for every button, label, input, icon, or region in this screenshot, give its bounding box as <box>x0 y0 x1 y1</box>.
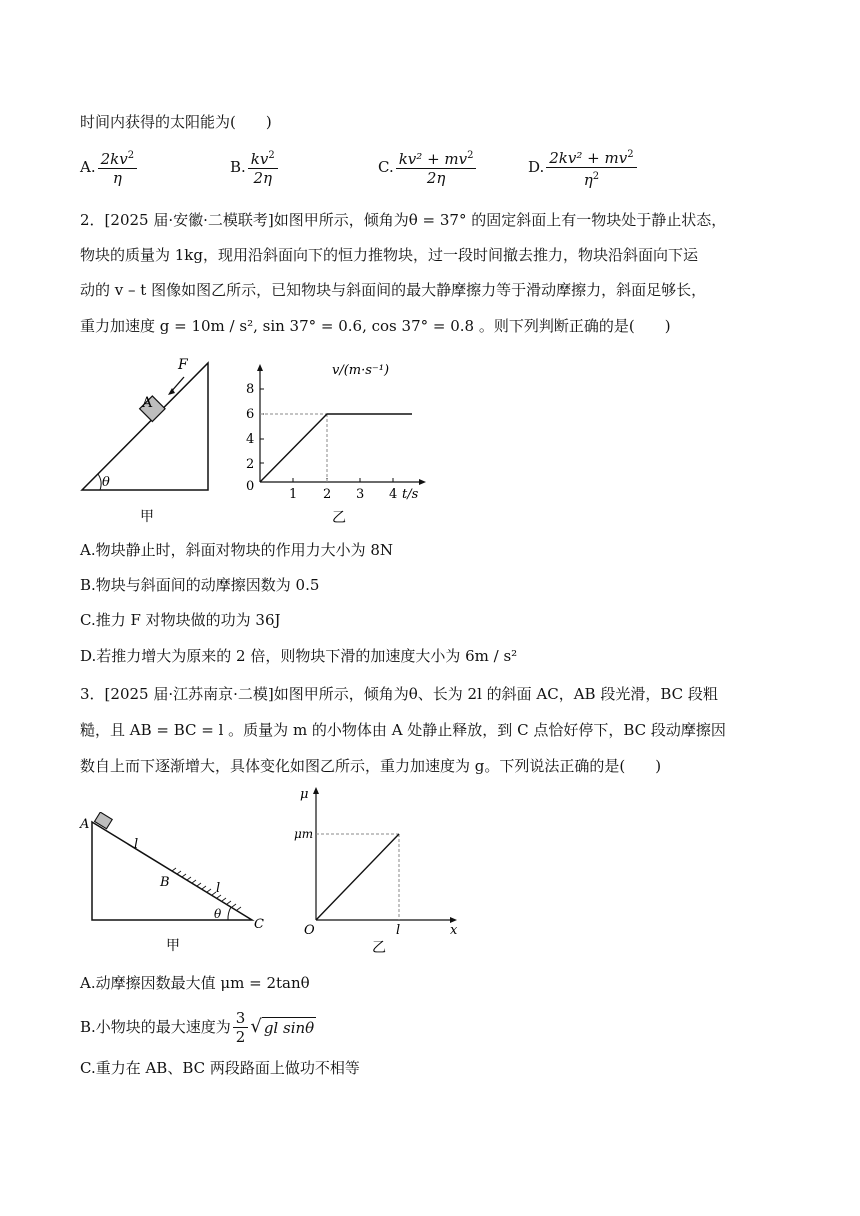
vt-series-line <box>260 414 412 482</box>
angle-arc <box>228 907 231 920</box>
segment-bc-label: l <box>216 881 221 896</box>
q2-option-b[interactable]: B.物块与斜面间的动摩擦因数为 0.5 <box>80 576 320 594</box>
y-tick-4: 4 <box>246 432 255 447</box>
incline-triangle <box>82 363 208 490</box>
q1-option-d[interactable]: D. $\frac{2kv^2 + mv^2}{\eta^2}$ <box>528 145 637 189</box>
angle-label: θ <box>214 907 222 921</box>
x-tick-4: 4 <box>389 487 398 502</box>
q1-options <box>80 145 780 189</box>
x-tick-1: 1 <box>289 487 298 502</box>
block-at-a <box>95 812 113 829</box>
q2-incline-figure <box>76 355 226 530</box>
x-axis-label: x <box>450 923 458 938</box>
figure-caption-yi: 乙 <box>372 940 386 956</box>
point-a-label: A <box>80 817 90 832</box>
figure-caption-jia: 甲 <box>140 509 154 525</box>
mu-max-label: μm <box>294 827 314 841</box>
y-axis-arrow <box>257 364 263 371</box>
segment-ab-label: l <box>134 837 139 852</box>
q1-option-a[interactable]: A. $\frac{2kv^2}{\eta}$ <box>80 145 137 189</box>
q2-stem-line-1: 2．[2025 届·安徽·二模联考]如图甲所示，倾角为θ = 37° 的固定斜面上有一物块处于静止状态， <box>80 211 727 229</box>
x-tick-3: 3 <box>356 487 365 502</box>
q3-option-b[interactable]: B.小物块的最大速度为 $\frac{3}{2}$ √ gl sinθ <box>80 1008 315 1046</box>
origin-label: O <box>304 923 315 938</box>
x-tick-2: 2 <box>323 487 332 502</box>
x-mark-label: l <box>396 923 401 938</box>
q1-option-b[interactable]: B. $\frac{kv^2}{2\eta}$ <box>230 145 278 189</box>
q2-option-a[interactable]: A.物块静止时，斜面对物块的作用力大小为 8N <box>80 541 394 559</box>
q3-option-a[interactable]: A.动摩擦因数最大值 μm = 2tanθ <box>80 974 310 992</box>
y-tick-0: 0 <box>246 479 255 494</box>
y-tick-8: 8 <box>246 382 255 397</box>
point-c-label: C <box>254 917 264 932</box>
q2-option-c[interactable]: C.推力 F 对物块做的功为 36J <box>80 611 281 629</box>
x-axis-arrow <box>419 479 426 485</box>
y-axis-arrow <box>313 787 319 794</box>
q3-stem-line-1: 3．[2025 届·江苏南京·二模]如图甲所示，倾角为θ、长为 2l 的斜面 AC，AB 段光滑，BC 段粗 <box>80 685 718 703</box>
q1-option-c[interactable]: C. $\frac{kv^2 + mv^2}{2\eta}$ <box>378 145 476 189</box>
angle-arc <box>98 474 101 490</box>
force-label: F <box>178 357 188 373</box>
block-a-label: A <box>142 395 153 411</box>
q2-option-d[interactable]: D.若推力增大为原来的 2 倍，则物块下滑的加速度大小为 6m / s² <box>80 647 518 665</box>
q3-stem-line-2: 糙，且 AB = BC = l 。质量为 m 的小物体由 A 处静止释放，到 C 点恰好停下，BC 段动摩擦因 <box>80 721 726 739</box>
q3-stem-line-3: 数自上而下逐渐增大，具体变化如图乙所示，重力加速度为 g。下列说法正确的是( ) <box>80 757 662 775</box>
x-axis-label: t/s <box>402 487 419 502</box>
q2-stem-line-4: 重力加速度 g = 10m / s², sin 37° = 0.6, cos 37° = 0.8 。则下列判断正确的是( ) <box>80 317 671 335</box>
y-axis-label: v/(m·s⁻¹) <box>332 363 390 378</box>
figure-caption-yi: 乙 <box>332 510 346 526</box>
y-tick-2: 2 <box>246 457 255 472</box>
y-tick-6: 6 <box>246 407 255 422</box>
mu-series-line <box>316 834 399 920</box>
q2-stem-line-2: 物块的质量为 1kg，现用沿斜面向下的恒力推物块，过一段时间撤去推力，物块沿斜面向下运 <box>80 246 699 264</box>
q2-stem-line-3: 动的 v – t 图像如图乙所示，已知物块与斜面间的最大静摩擦力等于滑动摩擦力，斜面足够长， <box>80 281 707 299</box>
rough-surface-bc <box>172 868 241 910</box>
angle-label: θ <box>102 475 110 490</box>
q2-vt-chart <box>240 360 440 530</box>
q3-mu-x-chart <box>290 782 480 962</box>
figure-caption-jia: 甲 <box>166 938 180 954</box>
q3-incline-figure <box>76 812 276 962</box>
q3-option-c[interactable]: C.重力在 AB、BC 两段路面上做功不相等 <box>80 1059 360 1077</box>
q1-tail-text: 时间内获得的太阳能为( ) <box>80 113 272 131</box>
point-b-label: B <box>160 875 170 890</box>
y-axis-label: μ <box>300 787 309 802</box>
